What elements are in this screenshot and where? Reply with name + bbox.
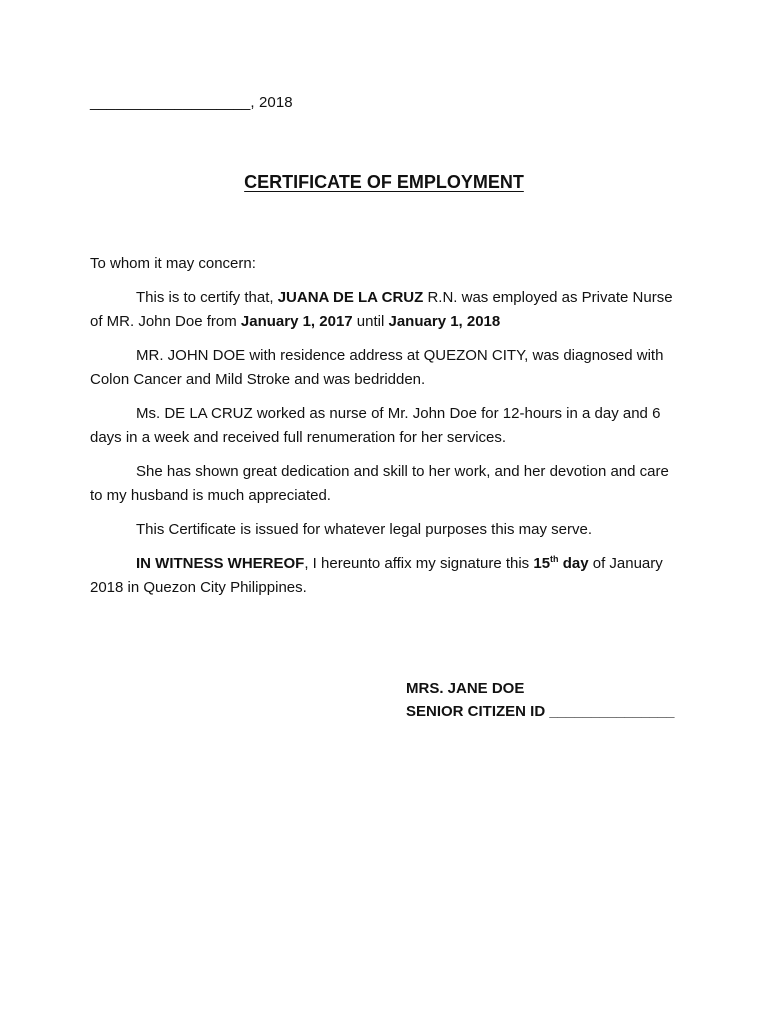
p6-text-b: of January 2018 in Quezon City Philippines. bbox=[90, 555, 663, 596]
senior-citizen-id-line bbox=[406, 700, 674, 723]
document-title: CERTIFICATE OF EMPLOYMENT bbox=[244, 172, 524, 192]
end-date: January 1, 2018 bbox=[388, 313, 501, 330]
id-label: SENIOR CITIZEN ID bbox=[406, 703, 550, 720]
signatory-name: MRS. JANE DOE bbox=[406, 680, 525, 697]
day-number: 15 bbox=[533, 555, 551, 572]
date-line bbox=[90, 94, 293, 111]
p1-text-b: R.N. was employed as Private Nurse of MR. John Doe from bbox=[90, 289, 673, 330]
signature-block bbox=[406, 677, 674, 723]
employee-name: JUANA DE LA CRUZ bbox=[277, 289, 424, 306]
date-blank: ___________________ bbox=[90, 94, 251, 111]
day-suffix: th bbox=[550, 554, 559, 564]
paragraph-purpose: This Certificate is issued for whatever legal purposes this may serve. bbox=[136, 521, 593, 538]
start-date: January 1, 2017 bbox=[240, 313, 353, 330]
id-blank: _______________ bbox=[549, 703, 675, 720]
letter-body bbox=[90, 252, 680, 610]
paragraph-dedication: She has shown great dedication and skill to her work, and her devotion and care to my husband is much appreciated. bbox=[90, 463, 669, 504]
p1-text-c: until bbox=[352, 313, 389, 330]
date-year: , 2018 bbox=[250, 94, 293, 111]
signing-day bbox=[533, 555, 588, 572]
day-word: day bbox=[558, 555, 589, 572]
p1-text-a: This is to certify that, bbox=[136, 289, 278, 306]
paragraph-work-hours: Ms. DE LA CRUZ worked as nurse of Mr. John Doe for 12-hours in a day and 6 days in a week and received full renumeration for her services. bbox=[90, 405, 661, 446]
witness-lead: IN WITNESS WHEREOF bbox=[136, 555, 305, 572]
paragraph-patient: MR. JOHN DOE with residence address at QUEZON CITY, was diagnosed with Colon Cancer and Mild Stroke and was bedridden. bbox=[90, 347, 664, 388]
salutation: To whom it may concern: bbox=[90, 255, 256, 272]
paragraph-witness bbox=[90, 552, 680, 600]
p6-text-a: , I hereunto affix my signature this bbox=[304, 555, 534, 572]
paragraph-employment bbox=[90, 286, 680, 334]
